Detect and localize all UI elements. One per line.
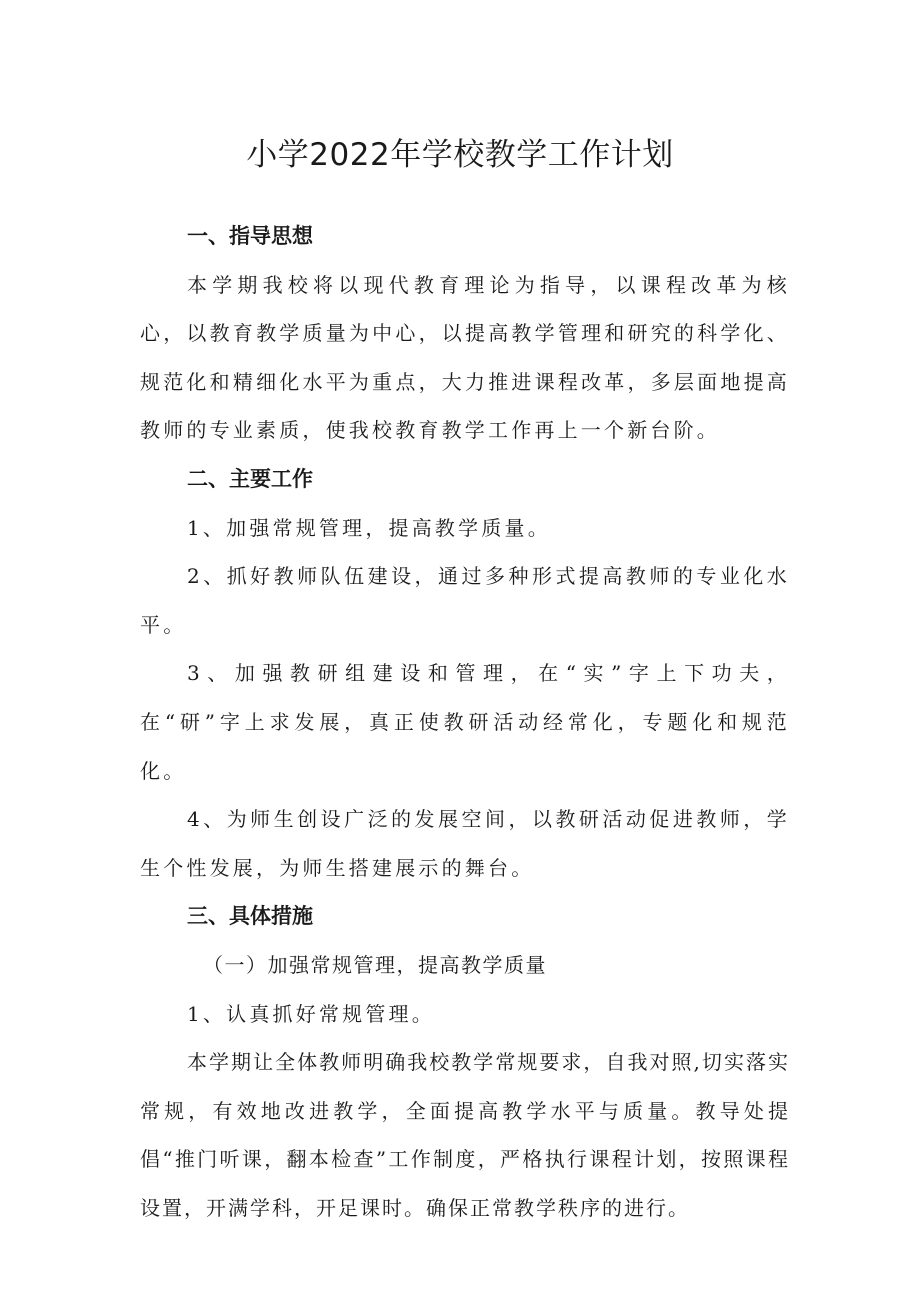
paragraph-main-work-3: 3、加强教研组建设和管理，在“实”字上下功夫，在“研”字上求发展，真正使教研活动经常化，专题化和规范化。 [140, 661, 790, 783]
subheading-routine-management: （一）加强常规管理，提高教学质量 [203, 952, 547, 977]
section-heading-main-work: 二、主要工作 [187, 466, 313, 491]
paragraph-guiding-ideology: 本学期我校将以现代教育理论为指导，以课程改革为核心，以教育教学质量为中心，以提高教学管理和研究的科学化、规范化和精细化水平为重点，大力推进课程改革，多层面地提高教师的专业素质，使我校教育教学工作再上一个新台阶。 [140, 272, 790, 443]
paragraph-main-work-1: 1、加强常规管理，提高教学质量。 [187, 515, 551, 540]
paragraph-main-work-4: 4、为师生创设广泛的发展空间，以教研活动促进教师，学生个性发展，为师生搭建展示的舞台。 [140, 807, 790, 880]
document-title: 小学2022年学校教学工作计划 [246, 137, 674, 173]
paragraph-main-work-2: 2、抓好教师队伍建设，通过多种形式提高教师的专业化水平。 [140, 564, 790, 637]
paragraph-measures-1: 1、认真抓好常规管理。 [187, 1001, 435, 1026]
section-heading-guiding-ideology: 一、指导思想 [187, 224, 313, 248]
section-heading-specific-measures: 三、具体措施 [187, 904, 313, 929]
document-body [140, 212, 790, 1232]
paragraph-measures-2: 本学期让全体教师明确我校教学常规要求，自我对照,切实落实常规，有效地改进教学，全面提高教学水平与质量。教导处提倡“推门听课，翻本检查”工作制度，严格执行课程计划，按照课程设置，开满学科，开足课时。确保正常教学秩序的进行。 [140, 1050, 790, 1220]
